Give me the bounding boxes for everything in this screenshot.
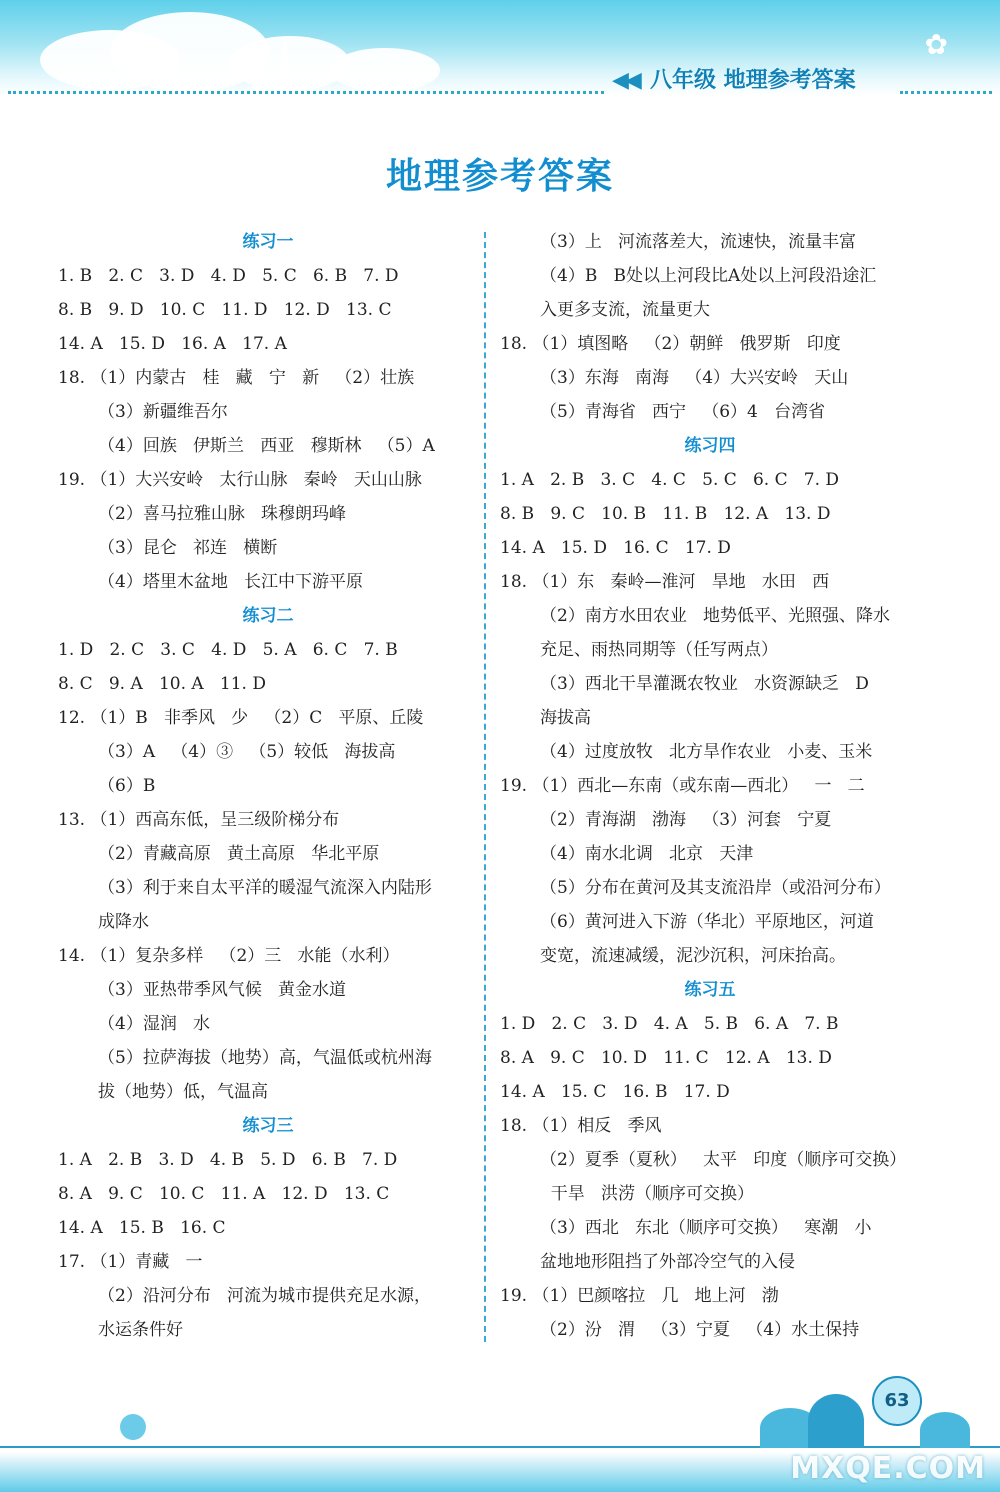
watermark: MXQE.COM <box>790 1451 986 1486</box>
bush-decoration <box>920 1412 970 1448</box>
header-title: 八年级 地理参考答案 <box>650 68 856 93</box>
answer-line: （3）利于来自太平洋的暖湿气流深入内陆形 <box>98 878 432 898</box>
answer-line: （3）新疆维吾尔 <box>98 402 228 422</box>
answer-line: 14. A 15. B 16. C <box>58 1218 226 1238</box>
answer-line: （2）青海湖 渤海 （3）河套 宁夏 <box>540 810 832 830</box>
section-heading: 练习二 <box>242 606 294 626</box>
answer-line: 拔（地势）低，气温高 <box>98 1082 268 1102</box>
answer-line: （4）塔里木盆地 长江中下游平原 <box>98 572 364 592</box>
answer-line: 17. （1）青藏 一 <box>58 1252 203 1272</box>
answer-line: 变宽，流速减缓，泥沙沉积，河床抬高。 <box>540 946 846 966</box>
answer-line: （5）拉萨海拔（地势）高，气温低或杭州海 <box>98 1048 432 1068</box>
answer-line: （5）青海省 西宁 （6）4 台湾省 <box>540 402 826 422</box>
answer-line: 14. A 15. D 16. A 17. A <box>58 334 287 354</box>
answer-line: （6）黄河进入下游（华北）平原地区，河道 <box>540 912 874 932</box>
header-dotted-line <box>8 91 604 94</box>
answer-line: （6）B <box>98 776 156 796</box>
answer-line: 13. （1）西高东低，呈三级阶梯分布 <box>58 810 340 830</box>
answer-line: （3）亚热带季风气候 黄金水道 <box>98 980 347 1000</box>
answer-line: （3）A （4）③ （5）较低 海拔高 <box>98 742 396 762</box>
answer-line: （2）青藏高原 黄土高原 华北平原 <box>98 844 380 864</box>
answer-line: 干旱 洪涝（顺序可交换） <box>540 1184 755 1204</box>
answer-line: 盆地地形阻挡了外部冷空气的入侵 <box>540 1252 795 1272</box>
cloud-decoration <box>330 48 440 92</box>
answer-line: （4）湿润 水 <box>98 1014 211 1034</box>
flower-icon: ✿ <box>924 28 948 61</box>
answer-line: 1. D 2. C 3. D 4. A 5. B 6. A 7. B <box>500 1014 839 1034</box>
answer-line: 充足、雨热同期等（任写两点） <box>540 640 778 660</box>
answer-line: 8. B 9. C 10. B 11. B 12. A 13. D <box>500 504 831 524</box>
header-dotted-line <box>900 91 992 94</box>
answer-line: 水运条件好 <box>98 1320 183 1340</box>
answer-line: （2）汾 渭 （3）宁夏 （4）水土保持 <box>540 1320 860 1340</box>
answer-line: 14. A 15. D 16. C 17. D <box>500 538 731 558</box>
arrows-icon: ◀◀ <box>612 68 638 93</box>
answer-line: （2）喜马拉雅山脉 珠穆朗玛峰 <box>98 504 347 524</box>
answer-line: （2）夏季（夏秋） 太平 印度（顺序可交换） <box>540 1150 907 1170</box>
answer-line: 19. （1）巴颜喀拉 几 地上河 渤 <box>500 1286 779 1306</box>
column-divider <box>484 232 486 1342</box>
answer-line: 1. A 2. B 3. D 4. B 5. D 6. B 7. D <box>58 1150 398 1170</box>
answer-line: 1. A 2. B 3. C 4. C 5. C 6. C 7. D <box>500 470 840 490</box>
section-heading: 练习三 <box>242 1116 294 1136</box>
answer-line: （2）南方水田农业 地势低平、光照强、降水 <box>540 606 891 626</box>
answer-line: 1. B 2. C 3. D 4. D 5. C 6. B 7. D <box>58 266 399 286</box>
answer-line: （4）回族 伊斯兰 西亚 穆斯林 （5）A <box>98 436 435 456</box>
right-column <box>500 225 920 1347</box>
answer-line: 14. A 15. C 16. B 17. D <box>500 1082 730 1102</box>
answer-line: 19. （1）大兴安岭 太行山脉 秦岭 天山山脉 <box>58 470 422 490</box>
answer-line: （3）东海 南海 （4）大兴安岭 天山 <box>540 368 849 388</box>
answer-line: 入更多支流，流量更大 <box>540 300 710 320</box>
page-title: 地理参考答案 <box>385 156 614 197</box>
tree-decoration <box>250 53 268 95</box>
left-column <box>58 225 478 1347</box>
answer-line: 8. A 9. C 10. C 11. A 12. D 13. C <box>58 1184 390 1204</box>
answer-line: 12. （1）B 非季风 少 （2）C 平原、丘陵 <box>58 708 424 728</box>
answer-line: 海拔高 <box>540 708 591 728</box>
answer-line: 8. B 9. D 10. C 11. D 12. D 13. C <box>58 300 392 320</box>
answer-line: 8. A 9. C 10. D 11. C 12. A 13. D <box>500 1048 832 1068</box>
answer-line: （3）西北 东北（顺序可交换） 寒潮 小 <box>540 1218 872 1238</box>
section-heading: 练习一 <box>242 232 294 252</box>
answer-line: 1. D 2. C 3. C 4. D 5. A 6. C 7. B <box>58 640 398 660</box>
page-number: 63 <box>872 1376 922 1426</box>
answer-line: （4）B B处以上河段比A处以上河段沿途汇 <box>540 266 877 286</box>
answer-line: 18. （1）东 秦岭—淮河 旱地 水田 西 <box>500 572 830 592</box>
answer-line: （4）过度放牧 北方旱作农业 小麦、玉米 <box>540 742 873 762</box>
answer-line: 8. C 9. A 10. A 11. D <box>58 674 266 694</box>
answer-line: 18. （1）内蒙古 桂 藏 宁 新 （2）壮族 <box>58 368 415 388</box>
answer-line: （3）上 河流落差大，流速快，流量丰富 <box>540 232 857 252</box>
tree-decoration <box>276 37 294 95</box>
answer-line: （5）分布在黄河及其支流沿岸（或沿河分布） <box>540 878 891 898</box>
section-heading: 练习五 <box>684 980 736 1000</box>
answer-line: （3）昆仑 祁连 横断 <box>98 538 278 558</box>
answer-line: （2）沿河分布 河流为城市提供充足水源， <box>98 1286 432 1306</box>
answer-line: （3）西北干旱灌溉农牧业 水资源缺乏 D <box>540 674 869 694</box>
answer-line: 14. （1）复杂多样 （2）三 水能（水利） <box>58 946 400 966</box>
answer-line: 18. （1）相反 季风 <box>500 1116 662 1136</box>
bush-decoration <box>808 1394 864 1448</box>
section-heading: 练习四 <box>684 436 736 456</box>
tree-icon <box>120 1414 146 1440</box>
answer-line: （4）南水北调 北京 天津 <box>540 844 754 864</box>
answer-line: 18. （1）填图略 （2）朝鲜 俄罗斯 印度 <box>500 334 841 354</box>
answer-line: 成降水 <box>98 912 149 932</box>
answer-line: 19. （1）西北—东南（或东南—西北） 一 二 <box>500 776 865 796</box>
